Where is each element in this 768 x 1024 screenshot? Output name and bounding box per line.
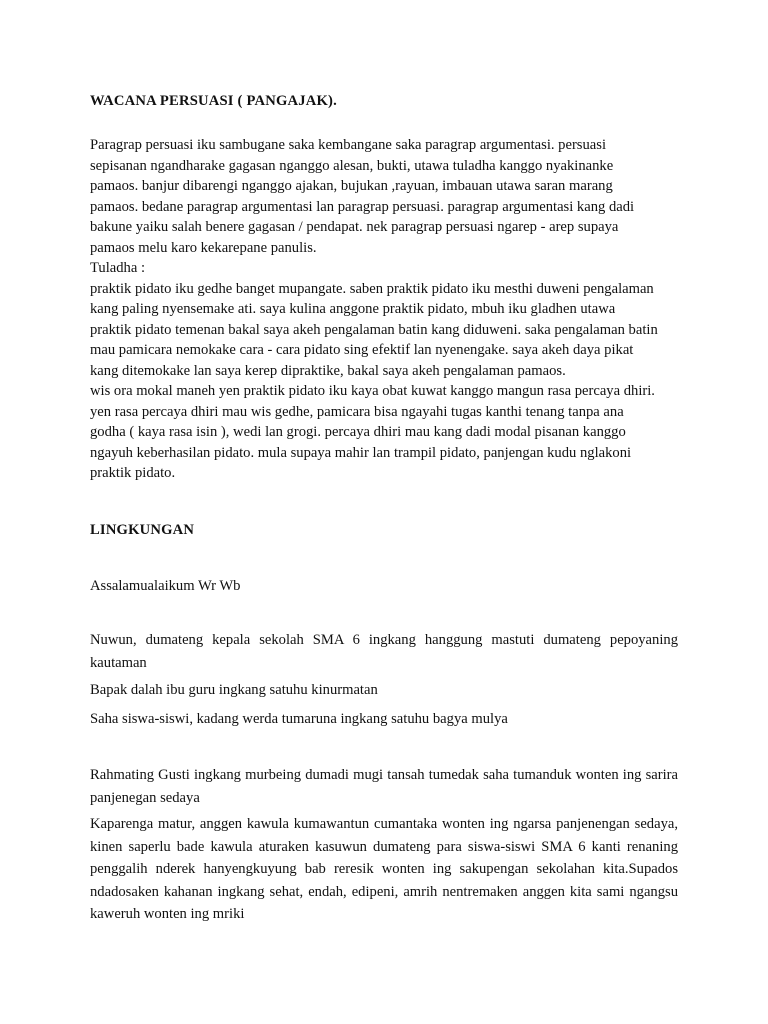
salutation-teachers: Bapak dalah ibu guru ingkang satuhu kinurmatan [90, 682, 378, 698]
paragraph-line: Paragrap persuasi iku sambugane saka kembangane saka paragrap argumentasi. persuasi [90, 137, 606, 153]
persuasi-paragraph [90, 135, 678, 484]
paragraph-line: pamaos melu karo kekarepane panulis. [90, 239, 317, 256]
section-title-wacana-persuasi: WACANA PERSUASI ( PANGAJAK). [90, 93, 337, 109]
paragraph-line: pamaos. banjur dibarengi nganggo ajakan, bujukan ,rayuan, imbauan utawa saran marang [90, 178, 613, 194]
body-paragraph: Kaparenga matur, anggen kawula kumawantun cumantaka wonten ing ngarsa panjenengan sedaya, kinen saperlu bade kawula aturaken kasuwun dumateng para siswa-siswi SMA 6 kanti renaning penggalih nderek hanyengkuyung bab reresik wonten ing sakupengan sekolahan kita.Supados ndadosaken kahanan ingkang sehat, endah, edipeni, amrih nentremaken anggen kita sami ngangsu kaweruh wonten ing mriki [90, 816, 678, 923]
example-line: yen rasa percaya dhiri mau wis gedhe, pamicara bisa ngayahi tugas kanthi tenang tanpa ana [90, 403, 624, 420]
example-line: praktik pidato temenan bakal saya akeh pengalaman batin kang diduweni. saka pengalaman batin [90, 321, 658, 338]
example-line: ngayuh keberhasilan pidato. mula supaya mahir lan trampil pidato, panjengan kudu nglakoni [90, 444, 632, 461]
example-line: kang ditemokake lan saya kerep dipraktike, bakal saya akeh pengalaman pamaos. [90, 362, 566, 379]
section-title-lingkungan: LINGKUNGAN [90, 522, 195, 538]
example-line: mau pamicara nemokake cara - cara pidato sing efektif lan nyenengake. saya akeh daya pikat [90, 342, 634, 358]
example-line: praktik pidato iku gedhe banget mupangate. saben praktik pidato iku mesthi duweni pengalaman [90, 280, 654, 297]
greeting: Assalamualaikum Wr Wb [90, 578, 241, 594]
example-line: praktik pidato. [90, 465, 176, 481]
example-line: wis ora mokal maneh yen praktik pidato iku kaya obat kuwat kanggo mangun rasa percaya dhiri. [90, 383, 655, 399]
example-line: kang paling nyensemake ati. saya kulina anggone praktik pidato, mbuh iku gladhen utawa [90, 301, 616, 317]
salutation-headmaster: Nuwun, dumateng kepala sekolah SMA 6 ingkang hanggung mastuti dumateng pepoyaning kautaman [90, 632, 678, 671]
paragraph-line: bakune yaiku salah benere gagasan / pendapat. nek paragrap persuasi ngarep - arep supaya [90, 219, 619, 235]
paragraph-line: sepisanan ngandharake gagasan nganggo alesan, bukti, utawa tuladha kanggo nyakinanke [90, 157, 614, 174]
example-label: Tuladha : [90, 260, 146, 276]
example-line: godha ( kaya rasa isin ), wedi lan grogi. percaya dhiri mau kang dadi modal pisanan kanggo [90, 424, 626, 440]
opening-paragraph: Rahmating Gusti ingkang murbeing dumadi mugi tansah tumedak saha tumanduk wonten ing sarira panjenegan sedaya [90, 767, 678, 806]
paragraph-line: pamaos. bedane paragrap argumentasi lan paragrap persuasi. paragrap argumentasi kang dadi [90, 198, 635, 215]
salutation-students: Saha siswa-siswi, kadang werda tumaruna ingkang satuhu bagya mulya [90, 711, 508, 727]
